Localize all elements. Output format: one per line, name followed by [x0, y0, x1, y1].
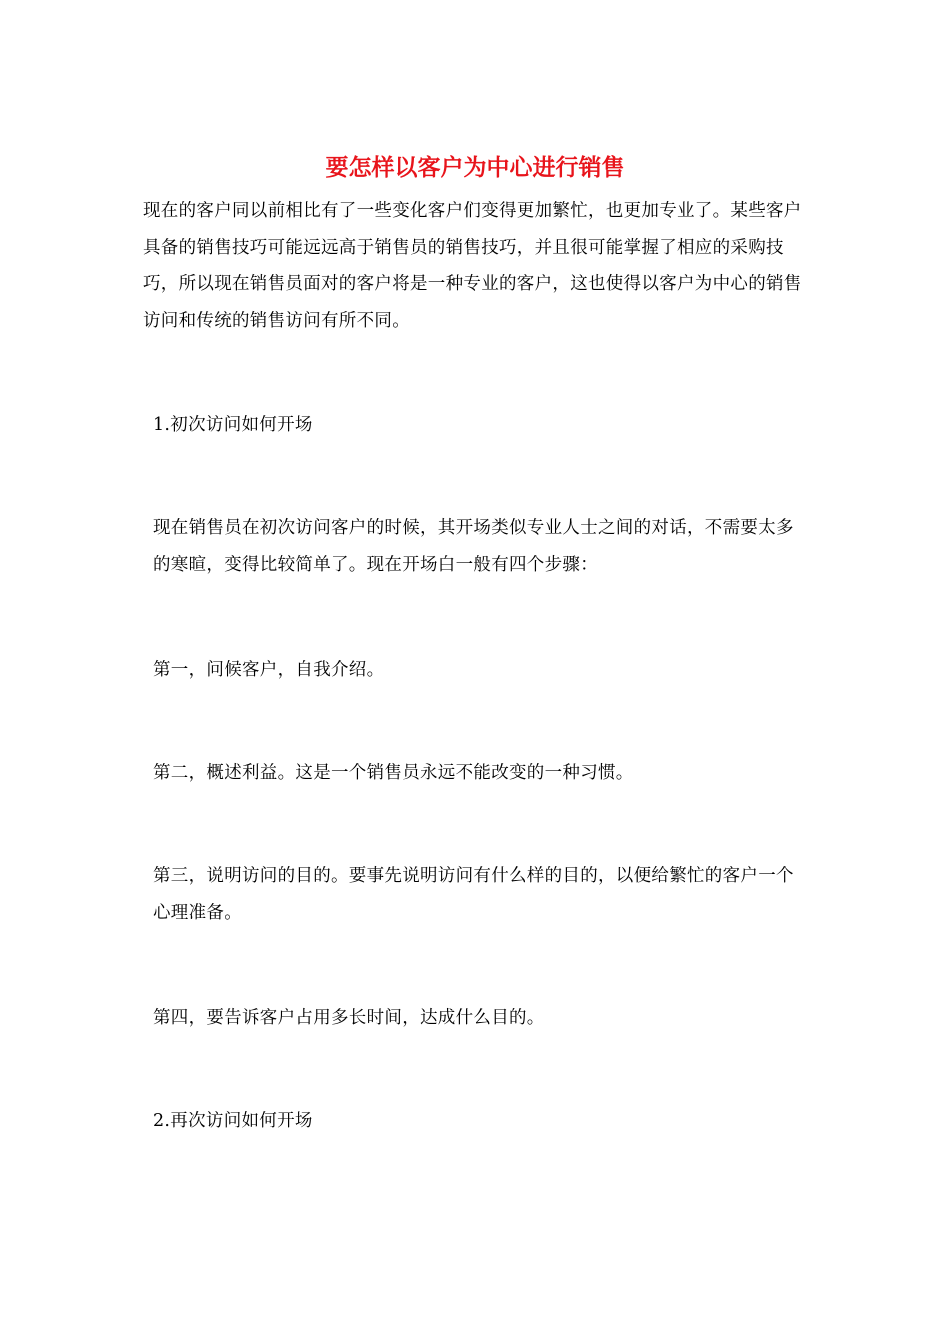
- step-4-paragraph: 第四，要告诉客户占用多长时间，达成什么目的。: [153, 1008, 545, 1028]
- section-1-heading: 1.初次访问如何开场: [153, 415, 313, 435]
- step-1-paragraph: 第一，问候客户，自我介绍。: [153, 660, 385, 680]
- step-3-paragraph: 第三，说明访问的目的。要事先说明访问有什么样的目的，以便给繁忙的客户一个心理准备。: [153, 866, 794, 923]
- step-2-paragraph: 第二，概述利益。这是一个销售员永远不能改变的一种习惯。: [153, 763, 634, 783]
- document-title: 要怎样以客户为中心进行销售: [325, 155, 625, 181]
- section-1-paragraph: 现在销售员在初次访问客户的时候，其开场类似专业人士之间的对话，不需要太多的寒暄，变得比较简单了。现在开场白一般有四个步骤：: [153, 518, 794, 575]
- section-2-heading: 2.再次访问如何开场: [153, 1111, 313, 1131]
- intro-paragraph: 现在的客户同以前相比有了一些变化客户们变得更加繁忙，也更加专业了。某些客户具备的销售技巧可能远远高于销售员的销售技巧，并且很可能掌握了相应的采购技巧，所以现在销售员面对的客户将是一种专业的客户，这也使得以客户为中心的销售访问和传统的销售访问有所不同。: [143, 201, 802, 331]
